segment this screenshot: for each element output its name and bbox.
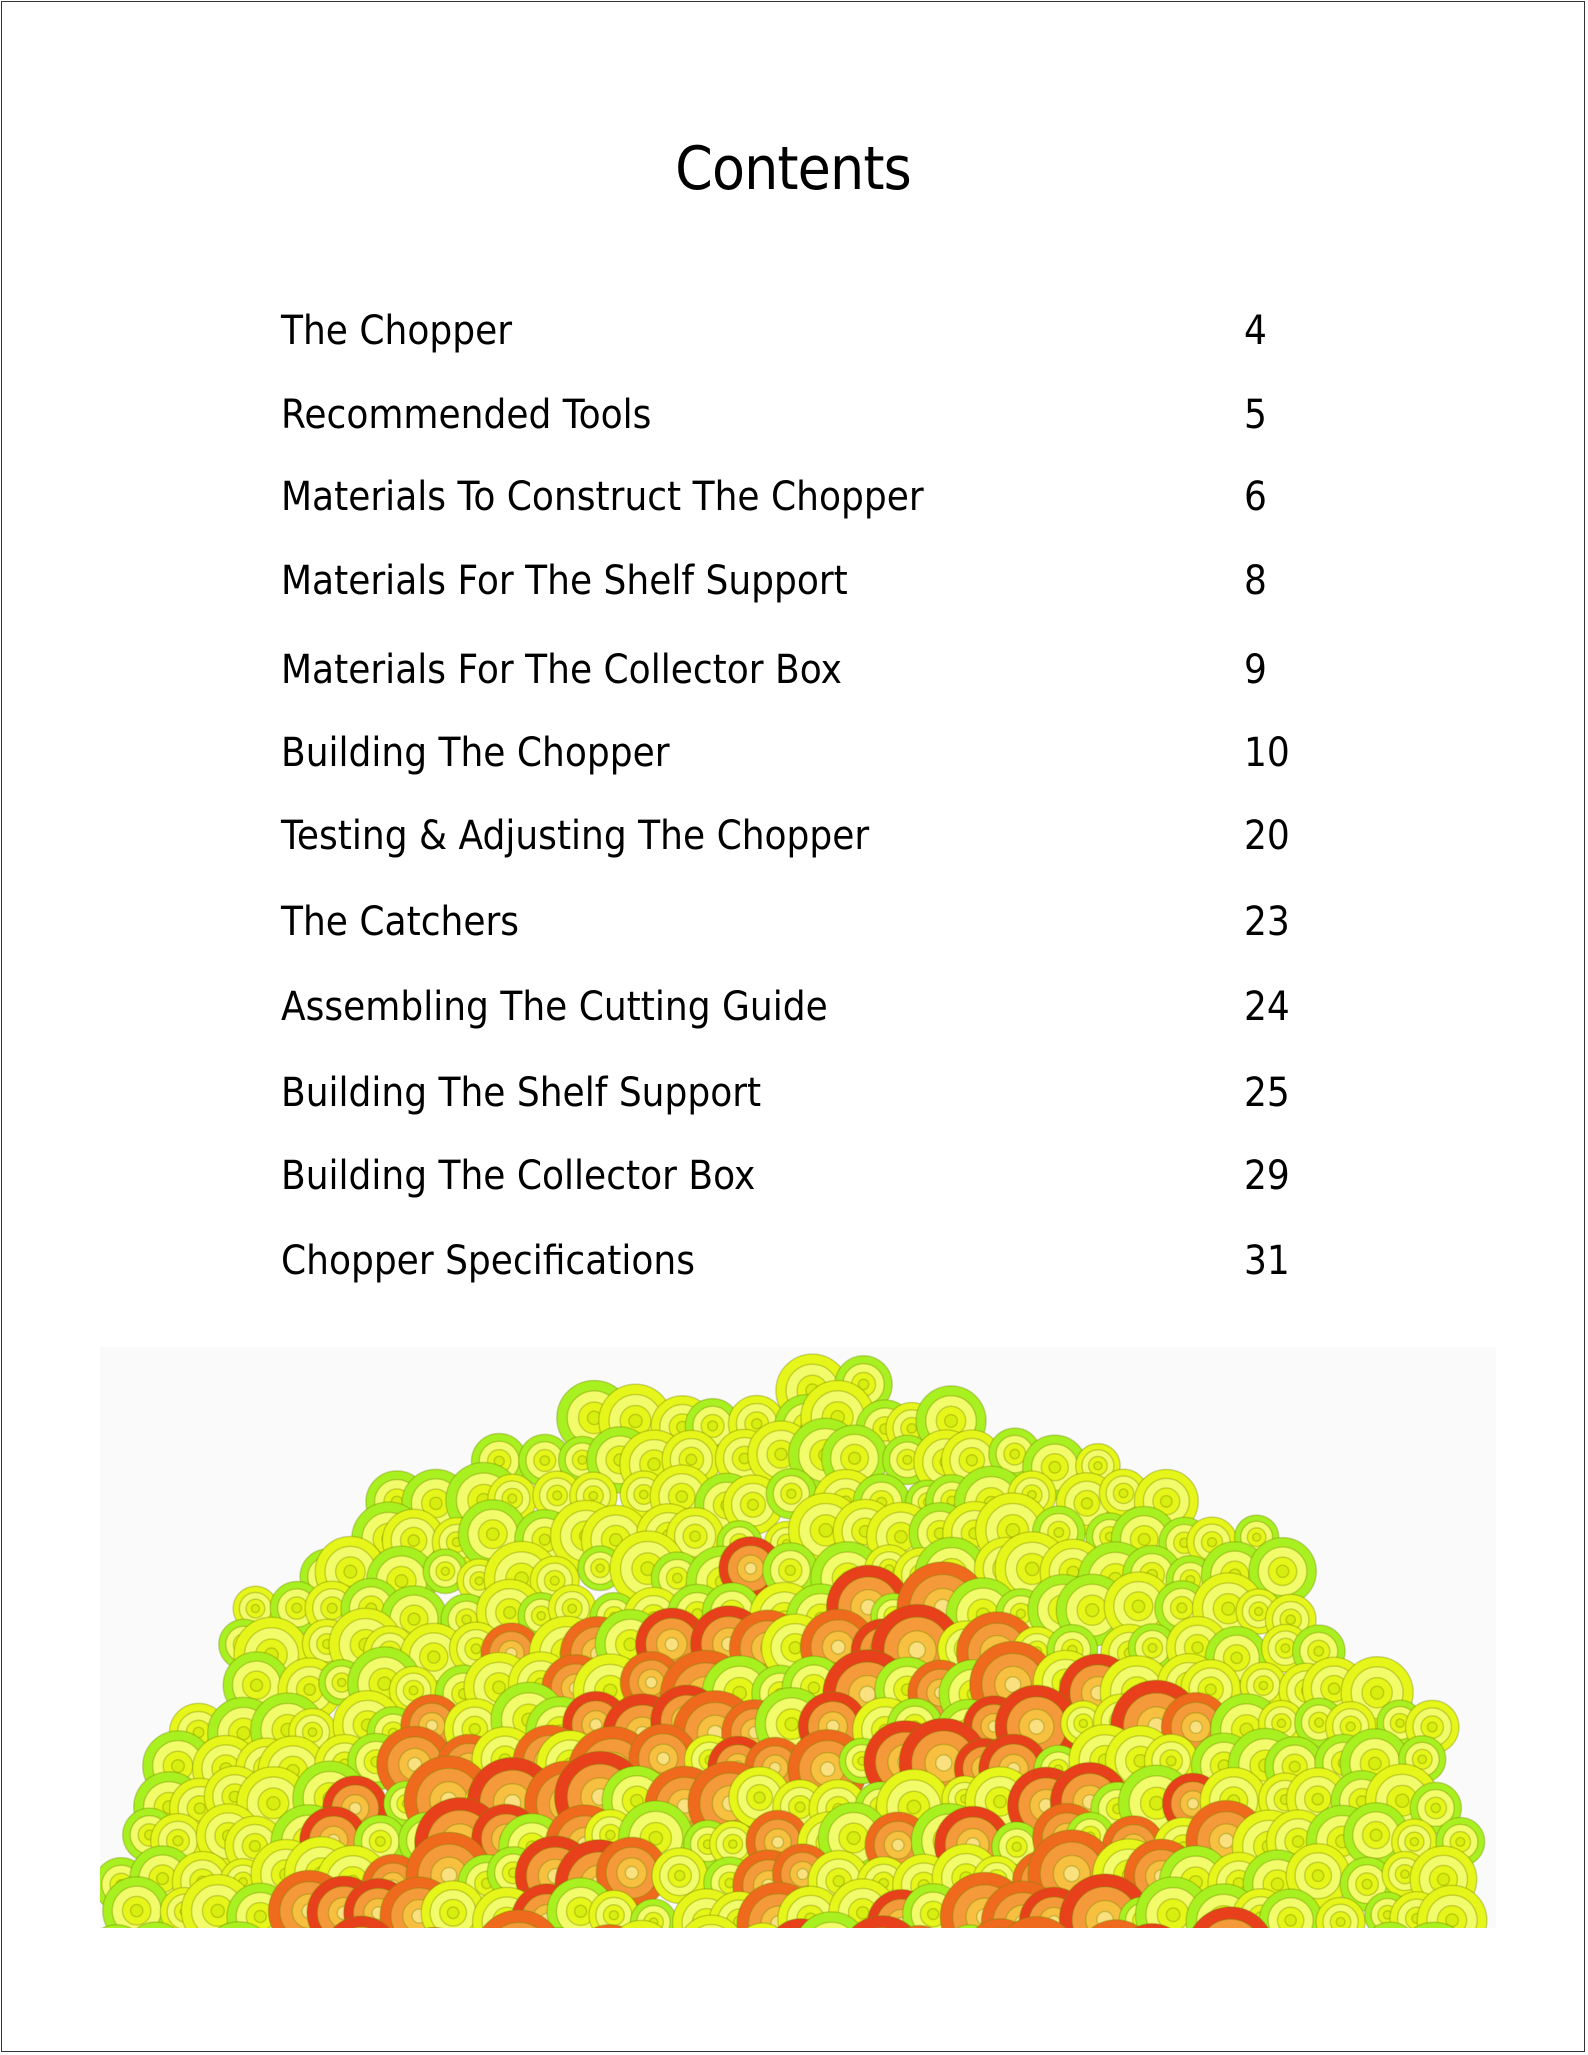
toc-entry[interactable]: [281, 984, 1301, 1030]
photo-colorful-plastic-rings: [100, 1347, 1496, 1928]
toc-entry[interactable]: [281, 392, 1301, 438]
photo-image: [100, 1347, 1496, 1928]
toc-entry-page: 9: [1244, 647, 1267, 693]
toc-entry-page: 5: [1244, 392, 1267, 438]
toc-entry[interactable]: [281, 1070, 1301, 1116]
toc-entry-title: Materials For The Collector Box: [281, 647, 842, 693]
toc-entry[interactable]: [281, 899, 1301, 945]
toc-entry[interactable]: [281, 558, 1301, 604]
toc-entry-title: Building The Chopper: [281, 730, 670, 776]
toc-entry-title: Assembling The Cutting Guide: [281, 984, 828, 1030]
toc-entry-page: 20: [1244, 813, 1290, 859]
document-page: [1, 1, 1585, 2052]
toc-entry-page: 10: [1244, 730, 1290, 776]
toc-entry-title: Materials To Construct The Chopper: [281, 474, 924, 520]
toc-entry-title: Chopper Specifications: [281, 1238, 695, 1284]
toc-entry[interactable]: [281, 308, 1301, 354]
toc-entry-page: 25: [1244, 1070, 1290, 1116]
toc-entry-title: Materials For The Shelf Support: [281, 558, 848, 604]
toc-entry-page: 8: [1244, 558, 1267, 604]
toc-entry[interactable]: [281, 474, 1301, 520]
toc-entry-page: 23: [1244, 899, 1290, 945]
toc-entry-page: 24: [1244, 984, 1290, 1030]
toc-entry-title: The Catchers: [281, 899, 520, 945]
toc-entry-title: Testing & Adjusting The Chopper: [281, 813, 870, 859]
toc-entry-title: Building The Collector Box: [281, 1153, 756, 1199]
toc-entry[interactable]: [281, 1153, 1301, 1199]
toc-entry-page: 31: [1244, 1238, 1290, 1284]
toc-entry-title: Building The Shelf Support: [281, 1070, 762, 1116]
toc-entry-title: The Chopper: [281, 308, 513, 354]
toc-entry[interactable]: [281, 647, 1301, 693]
toc-entry-page: 29: [1244, 1153, 1290, 1199]
toc-entry[interactable]: [281, 813, 1301, 859]
toc-entry-page: 6: [1244, 474, 1267, 520]
toc-entry-title: Recommended Tools: [281, 392, 652, 438]
toc-entry[interactable]: [281, 730, 1301, 776]
toc-entry-page: 4: [1244, 308, 1267, 354]
page-title: Contents: [675, 134, 911, 204]
toc-entry[interactable]: [281, 1238, 1301, 1284]
